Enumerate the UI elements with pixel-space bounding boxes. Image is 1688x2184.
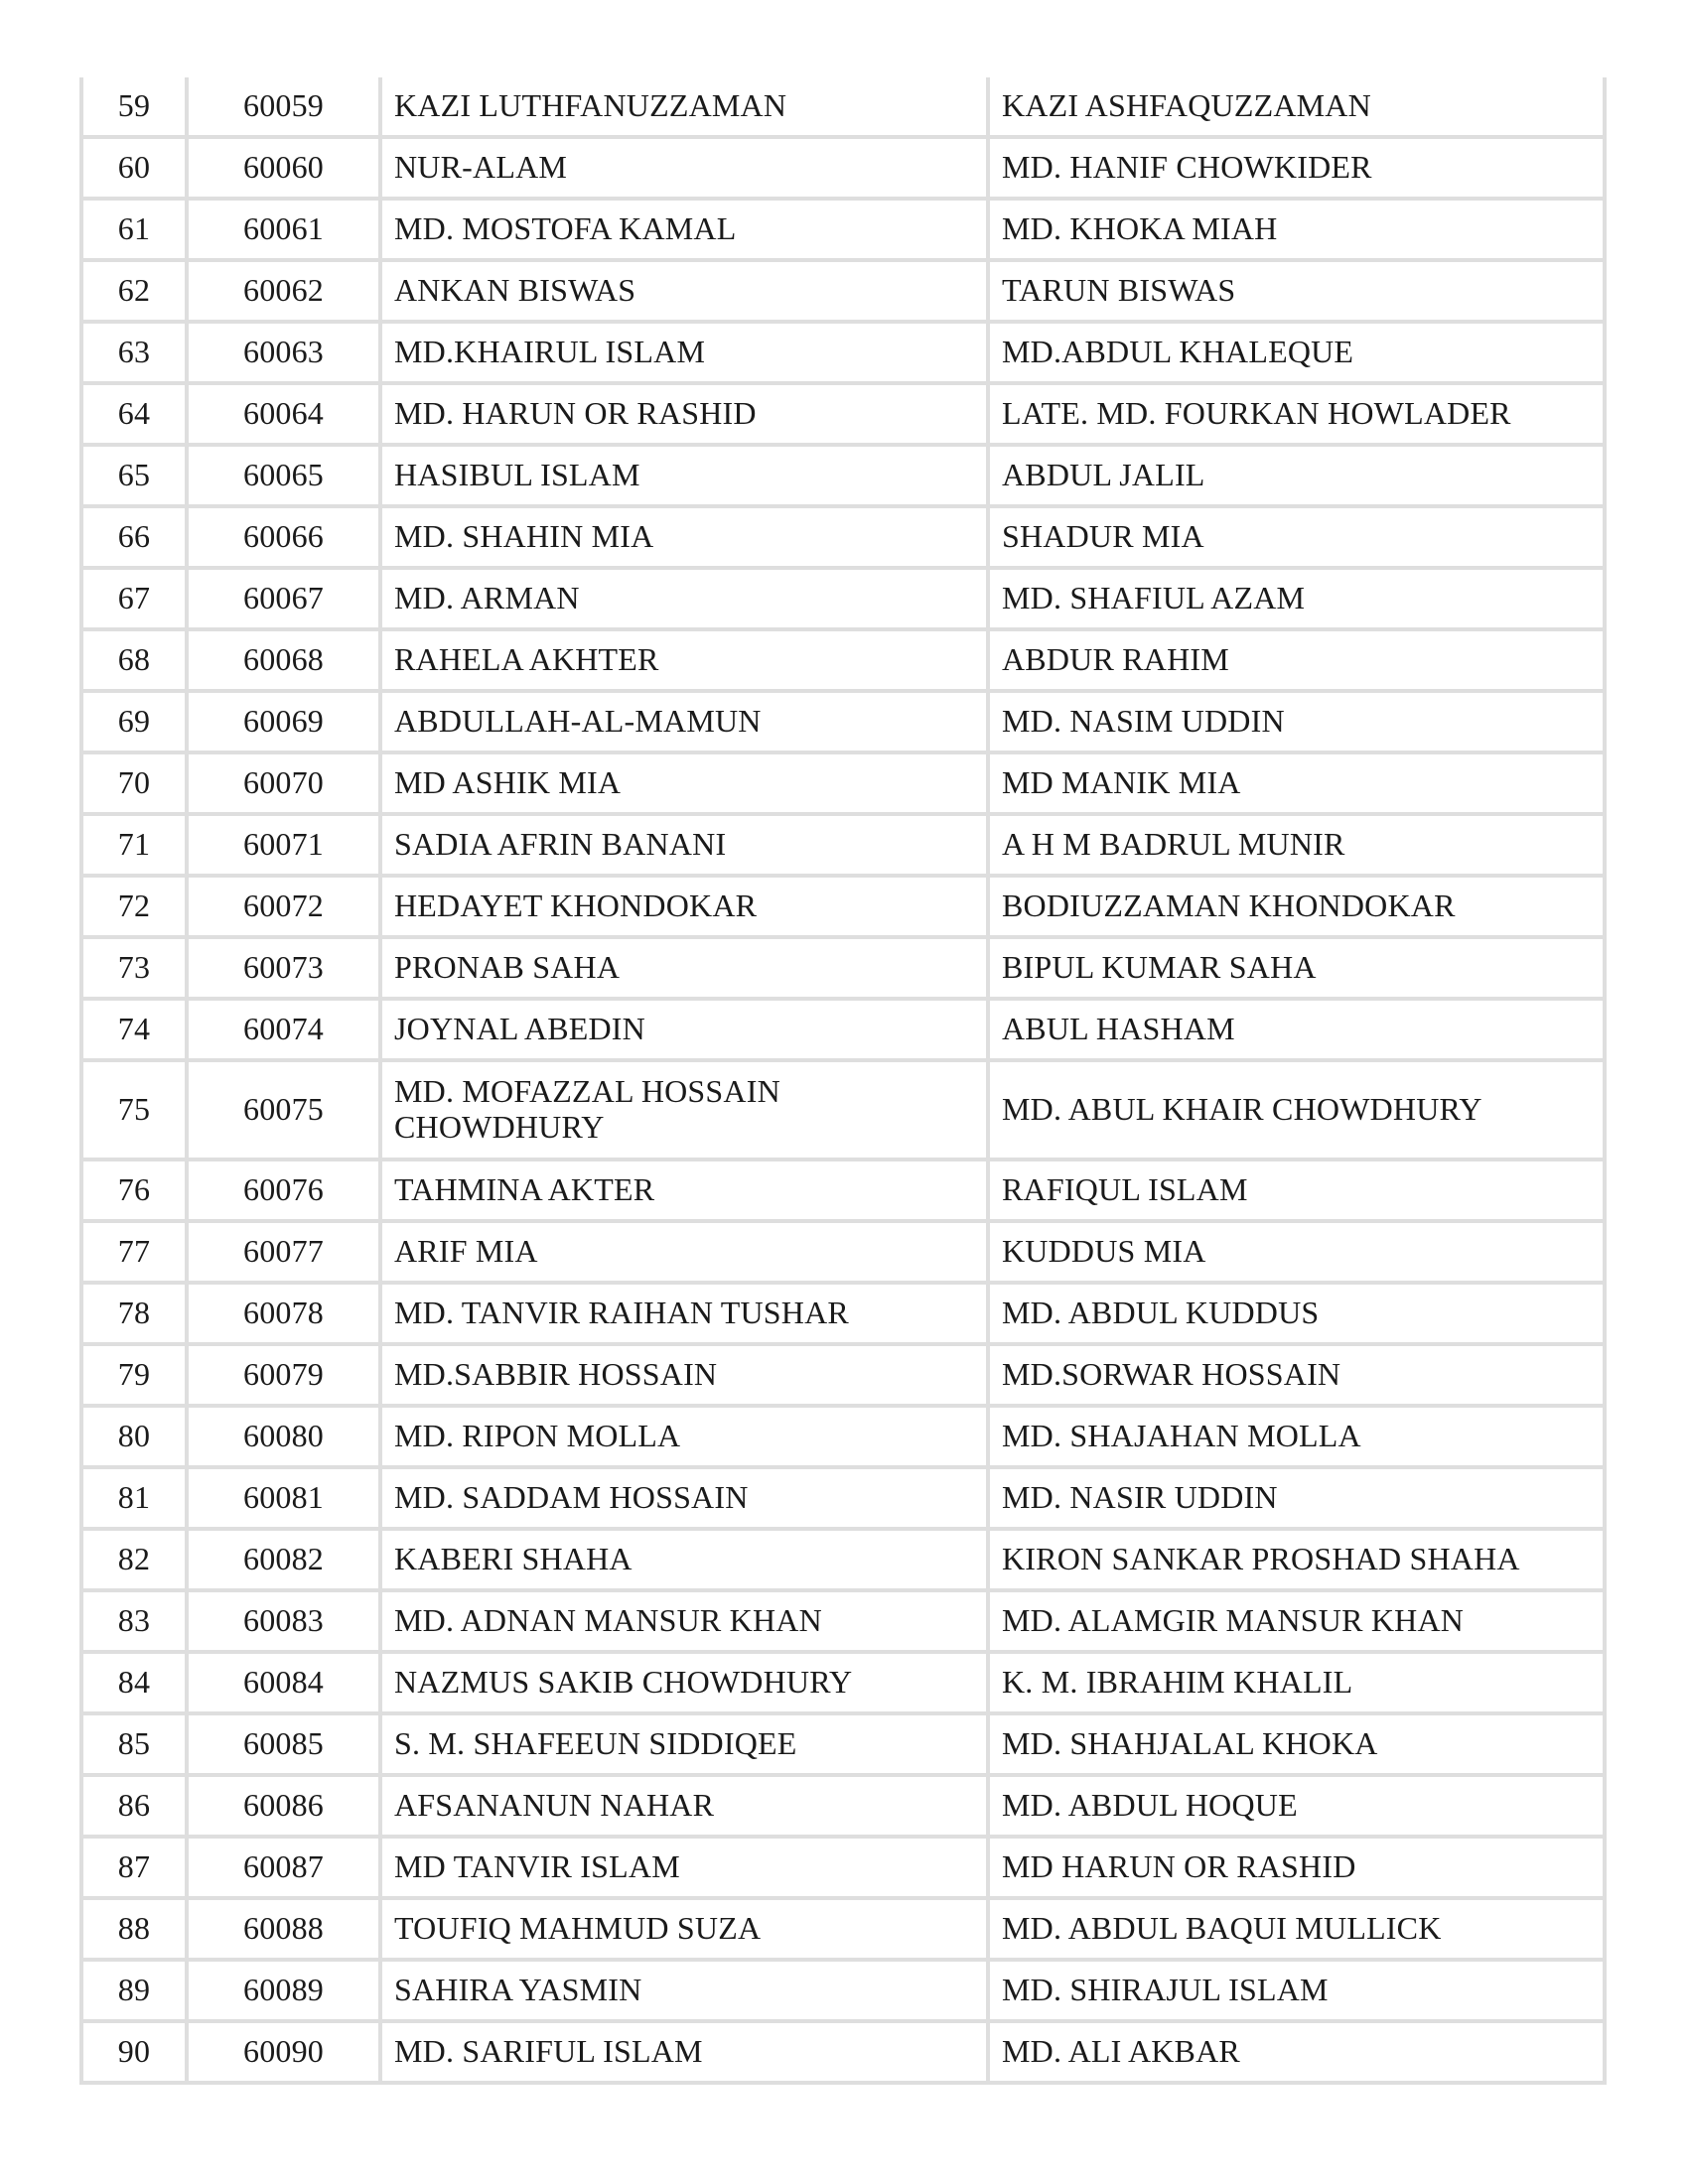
candidate-name-cell: MD. SHAHIN MIA xyxy=(382,508,990,570)
serial-number-cell: 85 xyxy=(79,1715,189,1777)
table-row xyxy=(79,878,1607,939)
father-name-cell: KUDDUS MIA xyxy=(990,1223,1607,1285)
father-name-cell: MD. NASIM UDDIN xyxy=(990,693,1607,754)
serial-number-cell: 82 xyxy=(79,1531,189,1592)
candidate-name-cell: PRONAB SAHA xyxy=(382,939,990,1001)
father-name-cell: MD. ALI AKBAR xyxy=(990,2023,1607,2085)
serial-number-cell: 76 xyxy=(79,1161,189,1223)
candidate-name-cell: MD. HARUN OR RASHID xyxy=(382,385,990,447)
table-row xyxy=(79,1223,1607,1285)
serial-number-cell: 83 xyxy=(79,1592,189,1654)
candidate-name-cell: MD.KHAIRUL ISLAM xyxy=(382,324,990,385)
father-name-cell: KAZI ASHFAQUZZAMAN xyxy=(990,77,1607,139)
candidate-id-cell: 60061 xyxy=(189,201,382,262)
serial-number-cell: 70 xyxy=(79,754,189,816)
candidate-id-cell: 60081 xyxy=(189,1469,382,1531)
serial-number-cell: 62 xyxy=(79,262,189,324)
serial-number-cell: 81 xyxy=(79,1469,189,1531)
serial-number-cell: 65 xyxy=(79,447,189,508)
table-row xyxy=(79,816,1607,878)
candidate-name-cell: AFSANANUN NAHAR xyxy=(382,1777,990,1839)
candidate-id-cell: 60066 xyxy=(189,508,382,570)
candidate-id-cell: 60083 xyxy=(189,1592,382,1654)
candidate-name-cell: ABDULLAH-AL-MAMUN xyxy=(382,693,990,754)
candidate-id-cell: 60069 xyxy=(189,693,382,754)
table-row xyxy=(79,139,1607,201)
table-row xyxy=(79,201,1607,262)
candidate-id-cell: 60085 xyxy=(189,1715,382,1777)
father-name-cell: MD. SHIRAJUL ISLAM xyxy=(990,1962,1607,2023)
candidate-id-cell: 60087 xyxy=(189,1839,382,1900)
candidate-id-cell: 60089 xyxy=(189,1962,382,2023)
candidate-name-cell: SADIA AFRIN BANANI xyxy=(382,816,990,878)
table-row xyxy=(79,1900,1607,1962)
serial-number-cell: 63 xyxy=(79,324,189,385)
candidate-name-cell: ANKAN BISWAS xyxy=(382,262,990,324)
candidate-id-cell: 60082 xyxy=(189,1531,382,1592)
candidate-id-cell: 60073 xyxy=(189,939,382,1001)
father-name-cell: MD. SHAFIUL AZAM xyxy=(990,570,1607,631)
candidate-name-cell: MD. SADDAM HOSSAIN xyxy=(382,1469,990,1531)
father-name-cell: KIRON SANKAR PROSHAD SHAHA xyxy=(990,1531,1607,1592)
table-row xyxy=(79,754,1607,816)
candidate-id-cell: 60067 xyxy=(189,570,382,631)
serial-number-cell: 77 xyxy=(79,1223,189,1285)
table-row xyxy=(79,939,1607,1001)
father-name-cell: MD. ABDUL HOQUE xyxy=(990,1777,1607,1839)
candidate-name-cell: TOUFIQ MAHMUD SUZA xyxy=(382,1900,990,1962)
candidate-id-cell: 60063 xyxy=(189,324,382,385)
father-name-cell: MD. KHOKA MIAH xyxy=(990,201,1607,262)
father-name-cell: MD. ABDUL BAQUI MULLICK xyxy=(990,1900,1607,1962)
candidate-name-cell: NAZMUS SAKIB CHOWDHURY xyxy=(382,1654,990,1715)
serial-number-cell: 79 xyxy=(79,1346,189,1408)
candidate-name-cell: KABERI SHAHA xyxy=(382,1531,990,1592)
table-row xyxy=(79,1062,1607,1161)
table-row xyxy=(79,1285,1607,1346)
candidate-name-cell: MD. ARMAN xyxy=(382,570,990,631)
serial-number-cell: 73 xyxy=(79,939,189,1001)
table-row xyxy=(79,77,1607,139)
table-row xyxy=(79,1654,1607,1715)
table-row xyxy=(79,1962,1607,2023)
candidate-name-cell: MD. MOFAZZAL HOSSAIN CHOWDHURY xyxy=(382,1062,990,1161)
father-name-cell: A H M BADRUL MUNIR xyxy=(990,816,1607,878)
candidate-name-cell: S. M. SHAFEEUN SIDDIQEE xyxy=(382,1715,990,1777)
father-name-cell: RAFIQUL ISLAM xyxy=(990,1161,1607,1223)
table-row xyxy=(79,1839,1607,1900)
father-name-cell: MD. ABDUL KUDDUS xyxy=(990,1285,1607,1346)
serial-number-cell: 59 xyxy=(79,77,189,139)
serial-number-cell: 90 xyxy=(79,2023,189,2085)
candidate-name-cell: NUR-ALAM xyxy=(382,139,990,201)
candidate-id-cell: 60075 xyxy=(189,1062,382,1161)
father-name-cell: MD. NASIR UDDIN xyxy=(990,1469,1607,1531)
serial-number-cell: 66 xyxy=(79,508,189,570)
candidate-id-cell: 60064 xyxy=(189,385,382,447)
table-row xyxy=(79,262,1607,324)
serial-number-cell: 74 xyxy=(79,1001,189,1062)
father-name-cell: TARUN BISWAS xyxy=(990,262,1607,324)
candidate-name-cell: HEDAYET KHONDOKAR xyxy=(382,878,990,939)
candidate-id-cell: 60074 xyxy=(189,1001,382,1062)
serial-number-cell: 61 xyxy=(79,201,189,262)
candidate-id-cell: 60090 xyxy=(189,2023,382,2085)
serial-number-cell: 64 xyxy=(79,385,189,447)
candidate-id-cell: 60072 xyxy=(189,878,382,939)
table-row xyxy=(79,2023,1607,2085)
candidate-id-cell: 60080 xyxy=(189,1408,382,1469)
candidate-name-cell: MD. SARIFUL ISLAM xyxy=(382,2023,990,2085)
table-row xyxy=(79,1161,1607,1223)
table-row xyxy=(79,1469,1607,1531)
candidate-name-cell: TAHMINA AKTER xyxy=(382,1161,990,1223)
father-name-cell: ABUL HASHAM xyxy=(990,1001,1607,1062)
candidate-id-cell: 60070 xyxy=(189,754,382,816)
father-name-cell: SHADUR MIA xyxy=(990,508,1607,570)
candidate-id-cell: 60071 xyxy=(189,816,382,878)
serial-number-cell: 87 xyxy=(79,1839,189,1900)
father-name-cell: ABDUL JALIL xyxy=(990,447,1607,508)
table-row xyxy=(79,1531,1607,1592)
father-name-cell: LATE. MD. FOURKAN HOWLADER xyxy=(990,385,1607,447)
table-row xyxy=(79,1777,1607,1839)
serial-number-cell: 68 xyxy=(79,631,189,693)
serial-number-cell: 67 xyxy=(79,570,189,631)
candidate-name-cell: MD.SABBIR HOSSAIN xyxy=(382,1346,990,1408)
candidate-id-cell: 60060 xyxy=(189,139,382,201)
candidate-id-cell: 60084 xyxy=(189,1654,382,1715)
candidate-name-cell: MD. RIPON MOLLA xyxy=(382,1408,990,1469)
table-row xyxy=(79,1592,1607,1654)
candidate-table-body xyxy=(79,77,1607,2085)
candidate-name-cell: SAHIRA YASMIN xyxy=(382,1962,990,2023)
candidate-id-cell: 60079 xyxy=(189,1346,382,1408)
table-row xyxy=(79,631,1607,693)
candidate-name-cell: HASIBUL ISLAM xyxy=(382,447,990,508)
father-name-cell: K. M. IBRAHIM KHALIL xyxy=(990,1654,1607,1715)
serial-number-cell: 86 xyxy=(79,1777,189,1839)
serial-number-cell: 80 xyxy=(79,1408,189,1469)
candidate-name-cell: MD TANVIR ISLAM xyxy=(382,1839,990,1900)
father-name-cell: MD. SHAHJALAL KHOKA xyxy=(990,1715,1607,1777)
candidate-id-cell: 60059 xyxy=(189,77,382,139)
table-row xyxy=(79,1408,1607,1469)
candidate-name-cell: MD. TANVIR RAIHAN TUSHAR xyxy=(382,1285,990,1346)
candidate-table xyxy=(79,77,1607,2085)
serial-number-cell: 78 xyxy=(79,1285,189,1346)
candidate-id-cell: 60086 xyxy=(189,1777,382,1839)
serial-number-cell: 89 xyxy=(79,1962,189,2023)
father-name-cell: BIPUL KUMAR SAHA xyxy=(990,939,1607,1001)
candidate-name-cell: MD. ADNAN MANSUR KHAN xyxy=(382,1592,990,1654)
table-row xyxy=(79,324,1607,385)
candidate-id-cell: 60076 xyxy=(189,1161,382,1223)
table-row xyxy=(79,1346,1607,1408)
table-row xyxy=(79,1001,1607,1062)
candidate-id-cell: 60088 xyxy=(189,1900,382,1962)
serial-number-cell: 75 xyxy=(79,1062,189,1161)
serial-number-cell: 88 xyxy=(79,1900,189,1962)
father-name-cell: MD HARUN OR RASHID xyxy=(990,1839,1607,1900)
father-name-cell: MD MANIK MIA xyxy=(990,754,1607,816)
candidate-name-cell: JOYNAL ABEDIN xyxy=(382,1001,990,1062)
serial-number-cell: 84 xyxy=(79,1654,189,1715)
candidate-id-cell: 60062 xyxy=(189,262,382,324)
table-row xyxy=(79,693,1607,754)
father-name-cell: BODIUZZAMAN KHONDOKAR xyxy=(990,878,1607,939)
father-name-cell: MD. HANIF CHOWKIDER xyxy=(990,139,1607,201)
candidate-name-cell: ARIF MIA xyxy=(382,1223,990,1285)
candidate-name-cell: MD ASHIK MIA xyxy=(382,754,990,816)
table-row xyxy=(79,508,1607,570)
candidate-id-cell: 60077 xyxy=(189,1223,382,1285)
candidate-name-cell: MD. MOSTOFA KAMAL xyxy=(382,201,990,262)
table-row xyxy=(79,385,1607,447)
table-row xyxy=(79,570,1607,631)
candidate-id-cell: 60078 xyxy=(189,1285,382,1346)
father-name-cell: MD. ABUL KHAIR CHOWDHURY xyxy=(990,1062,1607,1161)
father-name-cell: MD. SHAJAHAN MOLLA xyxy=(990,1408,1607,1469)
serial-number-cell: 71 xyxy=(79,816,189,878)
father-name-cell: ABDUR RAHIM xyxy=(990,631,1607,693)
father-name-cell: MD.SORWAR HOSSAIN xyxy=(990,1346,1607,1408)
candidate-name-cell: KAZI LUTHFANUZZAMAN xyxy=(382,77,990,139)
candidate-id-cell: 60065 xyxy=(189,447,382,508)
serial-number-cell: 60 xyxy=(79,139,189,201)
table-row xyxy=(79,1715,1607,1777)
serial-number-cell: 72 xyxy=(79,878,189,939)
candidate-name-cell: RAHELA AKHTER xyxy=(382,631,990,693)
candidate-id-cell: 60068 xyxy=(189,631,382,693)
father-name-cell: MD. ALAMGIR MANSUR KHAN xyxy=(990,1592,1607,1654)
table-row xyxy=(79,447,1607,508)
father-name-cell: MD.ABDUL KHALEQUE xyxy=(990,324,1607,385)
serial-number-cell: 69 xyxy=(79,693,189,754)
